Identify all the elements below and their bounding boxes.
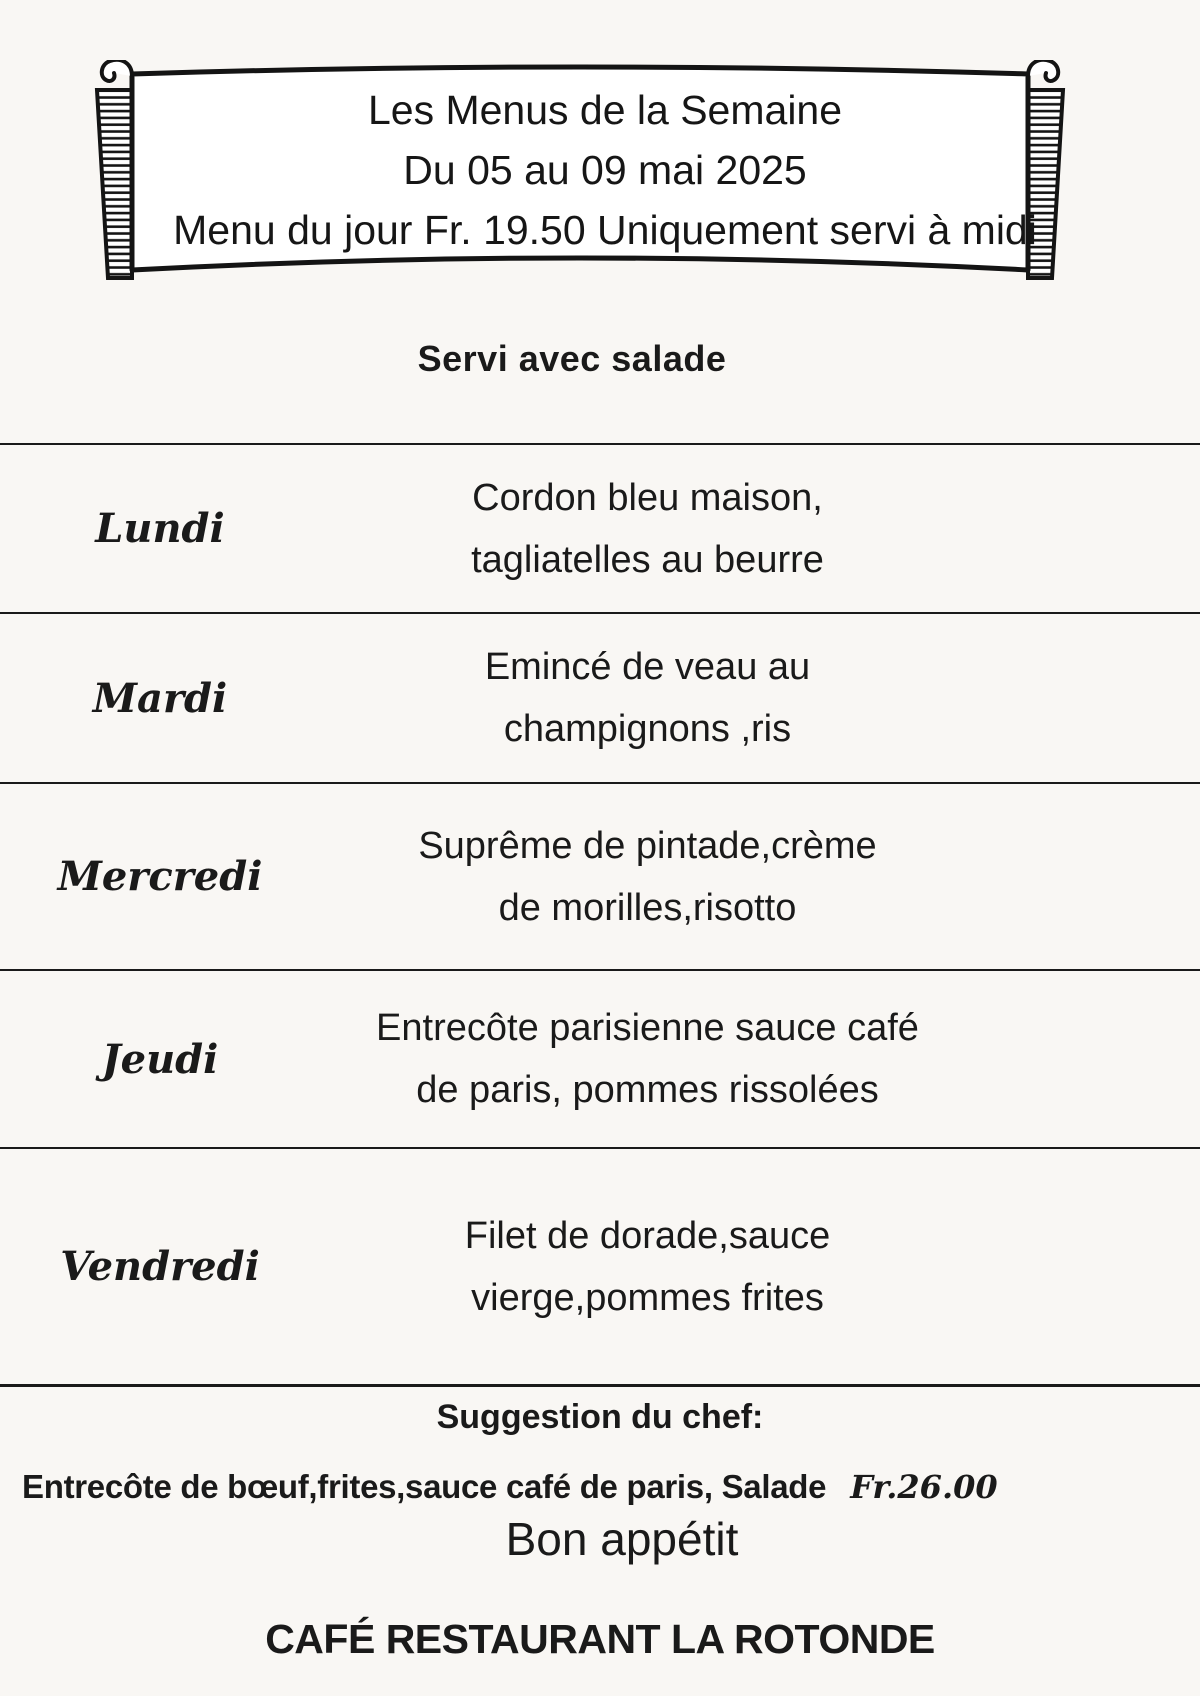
dish-line: Cordon bleu maison, (472, 476, 823, 519)
banner-text (75, 80, 1085, 260)
dish-line: Emincé de veau au (484, 646, 811, 688)
dish-line: de paris, pommes rissolées (416, 1069, 879, 1111)
banner-title: Les Menus de la Semaine (367, 87, 843, 133)
dish-description (320, 1205, 975, 1329)
dish-description (320, 636, 975, 760)
dish-line: tagliatelles au beurre (471, 538, 824, 581)
menu-row-mardi (0, 612, 1200, 782)
menu-row-lundi (0, 443, 1200, 612)
chef-suggestion-dish: Entrecôte de bœuf,frites,sauce café de paris, Salade (22, 1468, 827, 1505)
dish-line: vierge,pommes frites (471, 1276, 824, 1319)
scroll-right-curl-icon (1028, 60, 1058, 81)
closing-message: Bon appétit (505, 1513, 739, 1565)
dish-line: Filet de dorade,sauce (464, 1214, 831, 1257)
day-label: Lundi (95, 505, 225, 552)
day-label: Jeudi (101, 1035, 219, 1083)
menu-row-vendredi (0, 1147, 1200, 1384)
scroll-left-curl-icon (102, 60, 132, 81)
dish-line: Entrecôte parisienne sauce café (376, 1007, 919, 1049)
dish-description (320, 997, 975, 1121)
weekly-menu-table (0, 443, 1200, 1387)
dish-line: champignons ,ris (503, 708, 792, 750)
day-label: Mercredi (57, 853, 263, 900)
dish-line: de morilles,risotto (498, 886, 797, 929)
menu-row-jeudi (0, 969, 1200, 1147)
menu-row-mercredi (0, 782, 1200, 969)
chef-suggestion-line (22, 1468, 1160, 1506)
banner-price-note: Menu du jour Fr. 19.50 Uniquement servi à midi (173, 207, 1037, 253)
dish-description (320, 815, 975, 939)
chef-suggestion-heading: Suggestion du chef: (436, 1398, 764, 1436)
chef-suggestion-price: Fr.26.00 (850, 1468, 998, 1506)
served-with-note: Servi avec salade (417, 338, 727, 379)
header-scroll-banner (75, 60, 1085, 280)
restaurant-name: CAFÉ RESTAURANT LA ROTONDE (265, 1616, 935, 1662)
day-label: Vendredi (60, 1243, 260, 1290)
dish-description (320, 467, 975, 591)
dish-line: Suprême de pintade,crème (418, 824, 877, 867)
day-label: Mardi (92, 674, 228, 722)
banner-date-range: Du 05 au 09 mai 2025 (403, 147, 807, 193)
